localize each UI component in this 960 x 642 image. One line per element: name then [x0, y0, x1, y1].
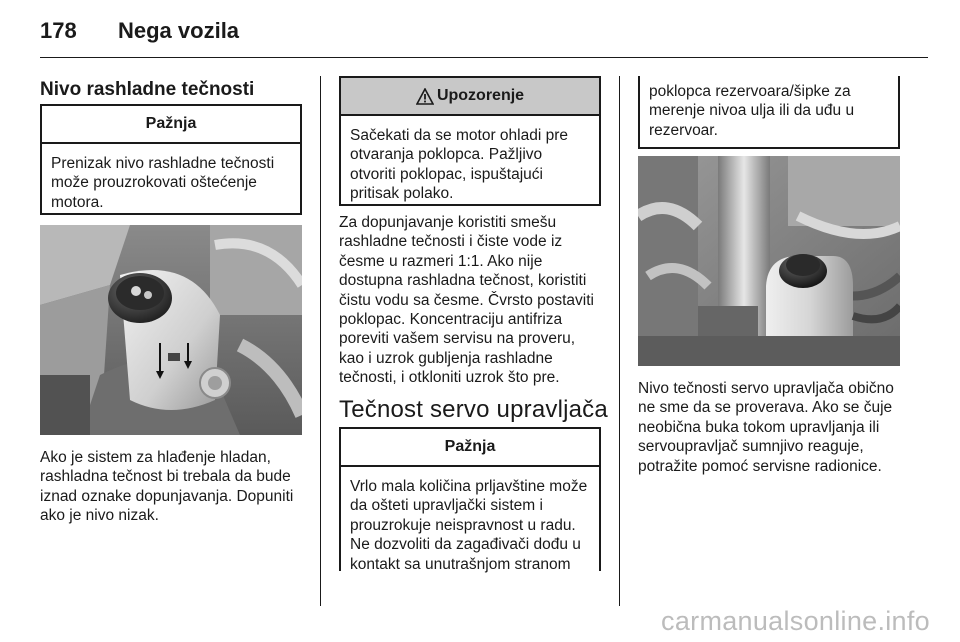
column-divider-2: [619, 76, 620, 606]
power-steering-notice-box: [339, 427, 601, 571]
power-steering-notice-title: Pažnja: [341, 429, 599, 467]
coolant-level-heading: Nivo rashladne tečnosti: [40, 79, 255, 100]
coolant-refill-paragraph: Za dopunjavanje koristiti smešu rashladne tečnosti i čiste vode iz česme u razmeri 1:1. Ako nije dostupna rashladna tečnost, koristiti čistu vodu sa česme. Čvrsto postaviti poklopac. Koncentraciju antifriza poreviti vašem servisu na proveru, kao i uzrok gubljenja rashladne tečnosti, i otkloniti uzrok što pre.: [339, 214, 594, 387]
coolant-notice-text: Prenizak nivo rashladne tečnosti može prouzrokovati oštećenje motora.: [51, 155, 275, 211]
coolant-warning-text: Sačekati da se motor ohladi pre otvaranja poklopca. Pažljivo otvoriti poklopac, ispuštajući pritisak polako.: [350, 127, 568, 203]
coolant-reservoir-photo: [40, 225, 302, 435]
coolant-notice-title: Pažnja: [42, 106, 300, 144]
power-steering-notice-continued-box: [638, 76, 900, 149]
page-title: Nega vozila: [118, 18, 240, 43]
page-number: 178: [40, 18, 77, 43]
coolant-warning-title: Upozorenje: [436, 87, 525, 104]
coolant-paragraph: Ako je sistem za hlađenje hladan, rashladna tečnost bi trebala da bude iznad oznake dopunjavanja. Dopuniti ako je nivo nizak.: [40, 449, 294, 525]
coolant-notice-box: [40, 104, 302, 215]
power-steering-notice-continued-text: poklopca rezervoara/šipke za merenje nivoa ulja ili da uđu u rezervoar.: [649, 83, 855, 139]
power-steering-reservoir-photo: [638, 156, 900, 366]
watermark-text: carmanualsonline.info: [661, 606, 930, 636]
power-steering-heading: Tečnost servo upravljača: [339, 396, 608, 423]
power-steering-paragraph: Nivo tečnosti servo upravljača obično ne sme da se proverava. Ako se čuje neobična buka tokom upravljanja ili servoupravljač sumnjivo reaguje, potražite pomoć servisne radionice.: [638, 380, 894, 475]
column-divider-1: [320, 76, 321, 606]
coolant-warning-box: [339, 76, 601, 206]
power-steering-notice-text: Vrlo mala količina prljavštine može da ošteti upravljački sistem i prouzrokuje neispravnost u radu. Ne dozvoliti da zagađivači dođu u kontakt sa unutrašnjom stranom: [350, 478, 588, 573]
header-rule: [40, 57, 928, 58]
warning-triangle-icon: [416, 88, 434, 105]
coolant-warning-header: [341, 78, 599, 116]
